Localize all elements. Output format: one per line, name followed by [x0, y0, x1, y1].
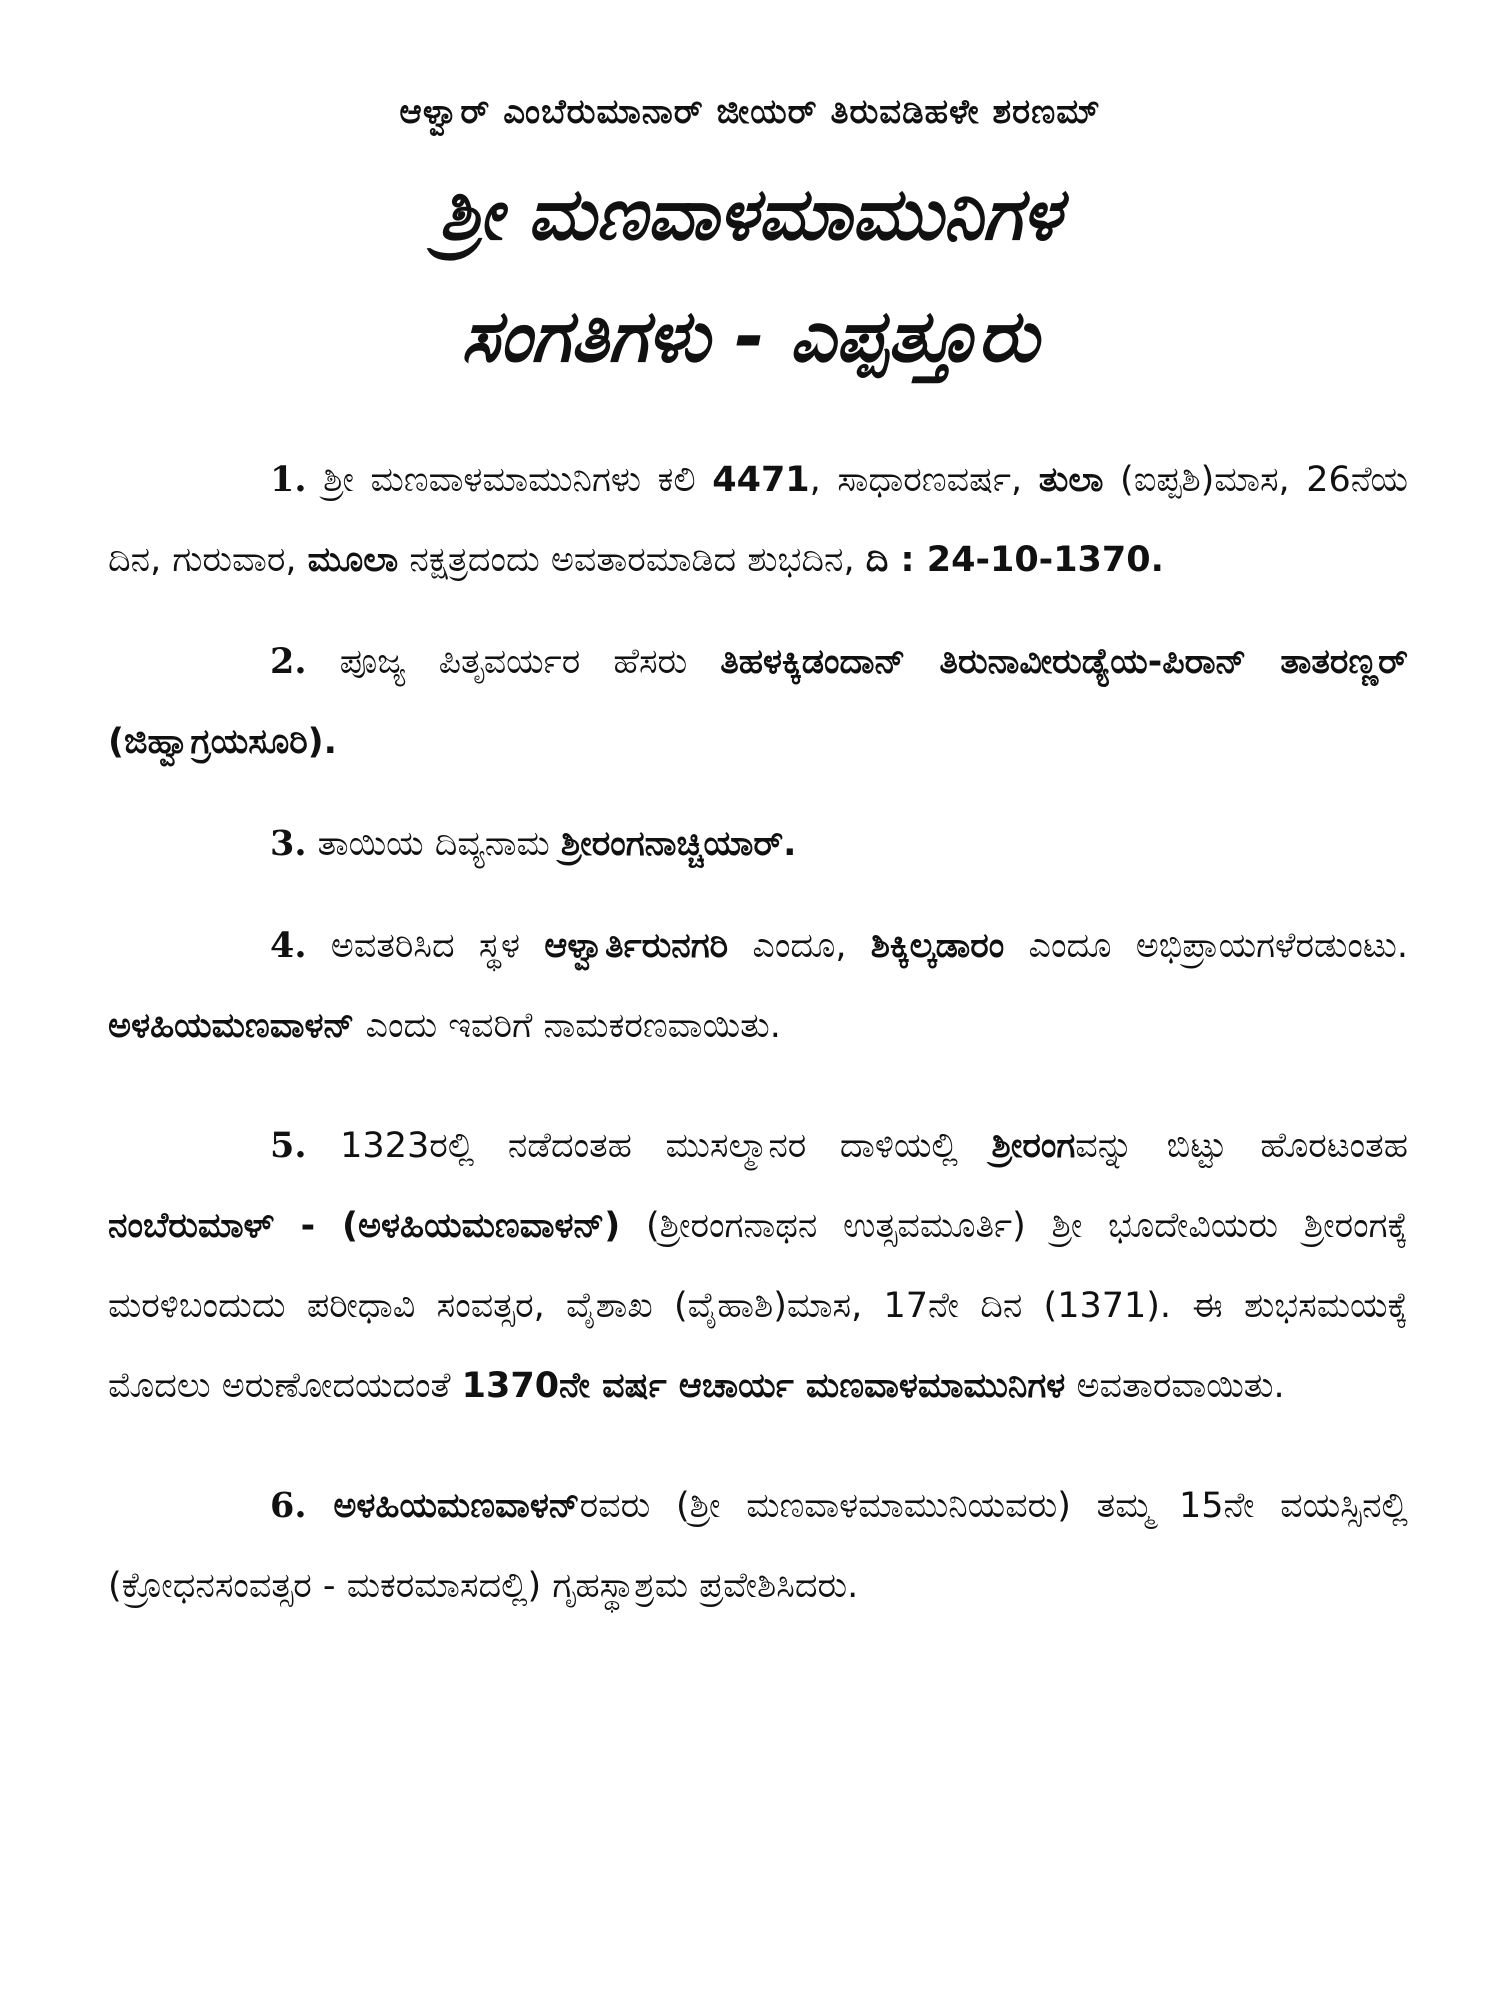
paragraph-number: 5. — [270, 1125, 307, 1166]
text-span: ಪೂಜ್ಯ ಪಿತೃವರ್ಯರ ಹೆಸರು — [306, 642, 721, 682]
bold-span: ತಿಹಳಕ್ಕಿಡಂದಾನ್ ತಿರುನಾವೀರುಡ್ಯೆಯ-ಪಿರಾನ್ ತಾತರಣ್ಣರ್ (ಜಿಹ್ವಾಗ್ರಯಸೂರಿ). — [108, 642, 1408, 762]
bold-span: ನಂಬೆರುಮಾಳ್ - (ಅಳಹಿಯಮಣವಾಳನ್) — [108, 1206, 621, 1246]
paragraph-number: 2. — [270, 641, 307, 682]
paragraph-3 — [108, 804, 1408, 884]
bold-span: ಅಳಹಿಯಮಣವಾಳನ್ — [108, 1006, 355, 1046]
bold-span: ಶ್ರೀರಂಗನಾಚ್ಚಿಯಾರ್. — [560, 824, 797, 864]
paragraph-6 — [108, 1466, 1408, 1626]
paragraph-4 — [108, 906, 1408, 1066]
text-span: (ಐಪ್ಪಶಿ)ಮಾಸ, 26ನೆಯ ದಿನ, ಗುರುವಾರ, — [108, 460, 1408, 580]
bold-span: 4471 — [712, 460, 810, 500]
bold-span: 1370ನೇ ವರ್ಷ ಆಚಾರ್ಯ ಮಣವಾಳಮಾಮುನಿಗಳ — [461, 1366, 1066, 1406]
bold-span: ಶ್ರೀರಂಗ — [991, 1126, 1076, 1166]
text-span: , ಸಾಧಾರಣವರ್ಷ, — [809, 460, 1039, 500]
paragraph-number: 1. — [270, 459, 307, 500]
bold-span: ಆಳ್ವಾರ್ತಿರುನಗರಿ — [544, 926, 729, 966]
text-span: ಅವತಾರವಾಯಿತು. — [1065, 1366, 1285, 1406]
page-title-line-2: ಸಂಗತಿಗಳು - ಎಪ್ಪತ್ತೂರು — [461, 294, 1039, 378]
text-span: ಅವತರಿಸಿದ ಸ್ಥಳ — [306, 926, 545, 966]
text-span: ನಕ್ಷತ್ರದಂದು ಅವತಾರಮಾಡಿದ ಶುಭದಿನ, — [398, 540, 866, 580]
text-span: ವನ್ನು ಬಿಟ್ಟು ಹೊರಟಂತಹ — [1075, 1126, 1408, 1166]
bold-span: ಶಿಕ್ಕಿಲ್ಕಡಾರಂ — [870, 926, 1005, 966]
invocation-line: ಆಳ್ವಾರ್ ಎಂಬೆರುಮಾನಾರ್ ಜೀಯರ್ ತಿರುವಡಿಹಳೇ ಶರಣಮ್ — [399, 92, 1101, 132]
paragraph-number: 6. — [270, 1485, 307, 1526]
bold-span: ಮೂಲಾ — [307, 540, 399, 580]
bold-span: ಅಳಹಿಯಮಣವಾಳನ್ — [306, 1486, 580, 1526]
text-span: (ಶ್ರೀರಂಗನಾಥನ ಉತ್ಸವಮೂರ್ತಿ) ಶ್ರೀ ಭೂದೇವಿಯರು ಶ್ರೀರಂಗಕ್ಕೆ ಮರಳಿಬಂದುದು ಪರೀಧಾವಿ ಸಂವತ್ಸರ, ವೈಶಾಖ (ವೈಹಾಶಿ)ಮಾಸ, 17ನೇ ದಿನ (1371). ಈ ಶುಭಸಮಯಕ್ಕೆ ಮೊದಲು ಅರುಣೋದಯದಂತೆ — [108, 1206, 1408, 1406]
text-span: ತಾಯಿಯ ದಿವ್ಯನಾಮ — [306, 824, 561, 864]
text-span: ಎಂದೂ ಅಭಿಪ್ರಾಯಗಳೆರಡುಂಟು. — [1004, 926, 1409, 966]
text-span: 1323ರಲ್ಲಿ ನಡೆದಂತಹ ಮುಸಲ್ಮಾನರ ದಾಳಿಯಲ್ಲಿ — [306, 1126, 992, 1166]
document-body — [108, 440, 1408, 1648]
text-span: ಎಂದೂ, — [728, 926, 871, 966]
bold-span: ತುಲಾ — [1038, 460, 1104, 500]
page-title-line-1: ಶ್ರೀ ಮಣವಾಳಮಾಮುನಿಗಳ — [438, 172, 1062, 256]
paragraph-2 — [108, 622, 1408, 782]
text-span: ಶ್ರೀ ಮಣವಾಳಮಾಮುನಿಗಳು ಕಲಿ — [306, 460, 713, 500]
text-span: ಎಂದು ಇವರಿಗೆ ನಾಮಕರಣವಾಯಿತು. — [354, 1006, 781, 1046]
bold-span: ದಿ : 24-10-1370. — [865, 540, 1164, 580]
paragraph-number: 3. — [270, 823, 307, 864]
paragraph-1 — [108, 440, 1408, 600]
paragraph-number: 4. — [270, 925, 307, 966]
text-span: ರವರು (ಶ್ರೀ ಮಣವಾಳಮಾಮುನಿಯವರು) ತಮ್ಮ 15ನೇ ವಯಸ್ಸಿನಲ್ಲಿ (ಕ್ರೋಧನಸಂವತ್ಸರ - ಮಕರಮಾಸದಲ್ಲಿ) ಗೃಹಸ್ಥಾಶ್ರಮ ಪ್ರವೇಶಿಸಿದರು. — [108, 1486, 1408, 1606]
paragraph-5 — [108, 1106, 1408, 1426]
